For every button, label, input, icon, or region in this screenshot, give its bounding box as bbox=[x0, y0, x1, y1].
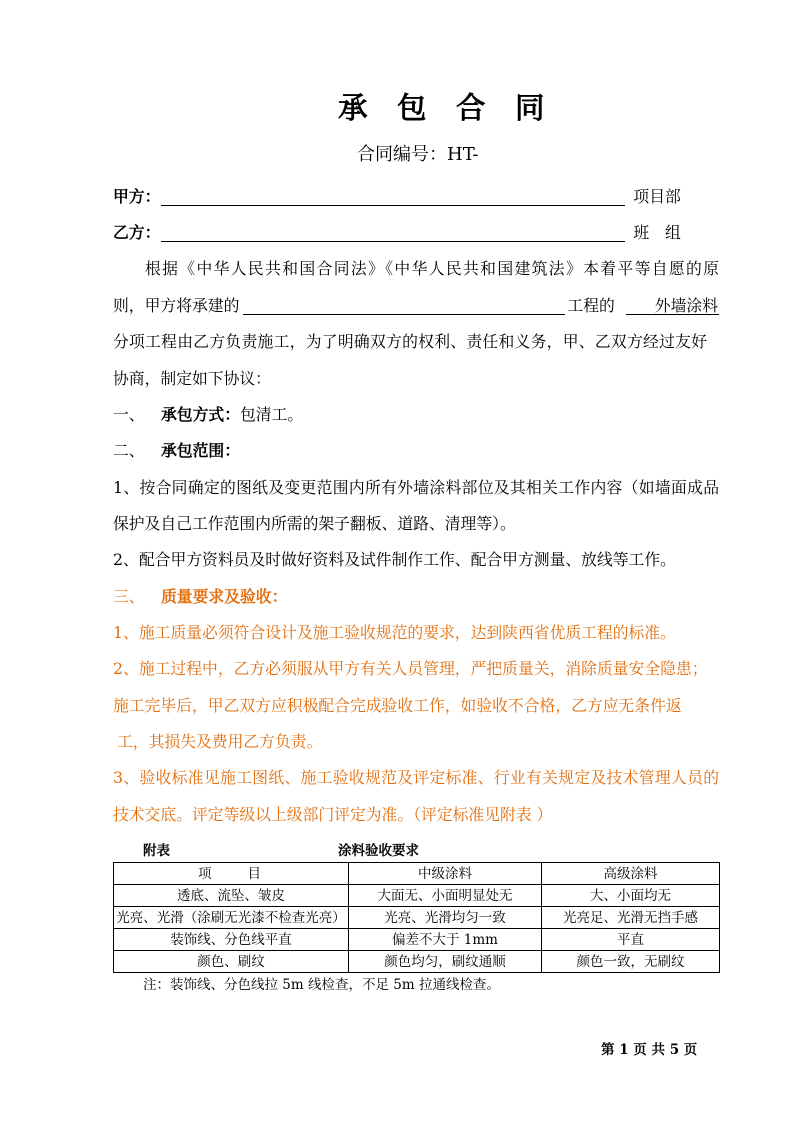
section-2-line: 2、配合甲方资料员及时做好资料及试件制作工作、配合甲方测量、放线等工作。 bbox=[113, 550, 676, 570]
header-intermediate: 中级涂料 bbox=[349, 863, 542, 885]
party-b-label: 乙方： bbox=[113, 223, 161, 243]
table-header-row bbox=[114, 863, 720, 885]
preamble-line-4: 协商，制定如下协议： bbox=[113, 368, 271, 388]
section-3-line: 技术交底。评定等级以上级部门评定为准。（评定标准见附表 ） bbox=[113, 804, 553, 824]
contract-number-label: 合同编号： bbox=[357, 144, 447, 165]
table-row bbox=[114, 885, 720, 907]
table-cell: 颜色一致，无刷纹 bbox=[542, 951, 720, 973]
party-b-blank bbox=[161, 224, 625, 242]
page-number-footer: 第 1 页 共 5 页 bbox=[601, 1042, 698, 1058]
table-cell: 装饰线、分色线平直 bbox=[114, 929, 349, 951]
section-3-number: 三、 bbox=[113, 586, 145, 606]
table-cell: 光亮足、光滑无挡手感 bbox=[542, 907, 720, 929]
header-advanced: 高级涂料 bbox=[542, 863, 720, 885]
section-2-line: 保护及自己工作范围内所需的架子翻板、道路、清理等）。 bbox=[113, 513, 516, 533]
section-3-line: 3、验收标准见施工图纸、施工验收规范及评定标准、行业有关规定及技术管理人员的 bbox=[113, 768, 719, 788]
table-cell: 光亮、光滑（涂刷无光漆不检查光亮） bbox=[114, 907, 349, 929]
table-cell: 大、小面均无 bbox=[542, 885, 720, 907]
project-name-blank bbox=[243, 297, 565, 315]
table-row bbox=[114, 929, 720, 951]
section-1-text: 包清工。 bbox=[240, 404, 304, 424]
section-3-line: 工，其损失及费用乙方负责。 bbox=[117, 731, 323, 751]
table-title: 涂料验收要求 bbox=[338, 843, 419, 859]
table-row bbox=[114, 907, 720, 929]
preamble-text-after-blank: 工程的 bbox=[567, 295, 615, 315]
table-note: 注：装饰线、分色线拉 5m 线检查，不足 5m 拉通线检查。 bbox=[143, 977, 500, 993]
section-1-title: 承包方式： bbox=[161, 404, 240, 424]
section-2-line: 1、按合同确定的图纸及变更范围内所有外墙涂料部位及其相关工作内容（如墙面成品 bbox=[113, 477, 719, 497]
table-cell: 光亮、光滑均匀一致 bbox=[349, 907, 542, 929]
section-2-heading bbox=[113, 433, 719, 469]
section-3-line: 2、施工过程中，乙方必须服从甲方有关人员管理，严把质量关，消除质量安全隐患； bbox=[113, 659, 708, 679]
table-cell: 颜色、刷纹 bbox=[114, 951, 349, 973]
coating-acceptance-table bbox=[113, 862, 720, 973]
preamble-line-2 bbox=[113, 288, 719, 324]
party-b-suffix: 班 组 bbox=[633, 223, 681, 243]
section-1-number: 一、 bbox=[113, 404, 145, 424]
contract-number-value: HT- bbox=[447, 144, 479, 165]
table-row bbox=[114, 951, 720, 973]
preamble-text-before-blank: 则，甲方将承建的 bbox=[113, 295, 240, 315]
contract-body bbox=[113, 179, 719, 833]
section-3-title: 质量要求及验收： bbox=[161, 586, 288, 606]
table-cell: 偏差不大于 1mm bbox=[349, 929, 542, 951]
section-2-title: 承包范围： bbox=[161, 441, 240, 461]
party-a-label: 甲方： bbox=[113, 186, 161, 206]
section-2-number: 二、 bbox=[113, 441, 145, 461]
section-3-heading bbox=[113, 579, 719, 615]
section-1-heading bbox=[113, 397, 719, 433]
section-3-line: 施工完毕后，甲乙双方应积极配合完成验收工作，如验收不合格，乙方应无条件返 bbox=[113, 695, 682, 715]
document-title: 承 包 合 同 bbox=[338, 90, 545, 125]
party-b-line bbox=[113, 215, 719, 251]
party-a-suffix: 项目部 bbox=[633, 186, 681, 206]
section-3-line: 1、施工质量必须符合设计及施工验收规范的要求，达到陕西省优质工程的标准。 bbox=[113, 622, 676, 642]
party-a-line bbox=[113, 179, 719, 215]
table-cell: 透底、流坠、皱皮 bbox=[114, 885, 349, 907]
contract-number bbox=[357, 146, 478, 164]
preamble-line-1: 根据《中华人民共和国合同法》《中华人民共和国建筑法》本着平等自愿的原 bbox=[145, 259, 719, 279]
work-item-underlined: 外墙涂料 bbox=[626, 297, 719, 315]
table-label: 附表 bbox=[143, 843, 170, 859]
table-cell: 大面无、小面明显处无 bbox=[349, 885, 542, 907]
header-item: 项 目 bbox=[114, 863, 349, 885]
table-cell: 颜色均匀，刷纹通顺 bbox=[349, 951, 542, 973]
party-a-blank bbox=[161, 188, 625, 206]
table-cell: 平直 bbox=[542, 929, 720, 951]
preamble-line-3: 分项工程由乙方负责施工，为了明确双方的权利、责任和义务，甲、乙双方经过友好 bbox=[113, 332, 707, 352]
